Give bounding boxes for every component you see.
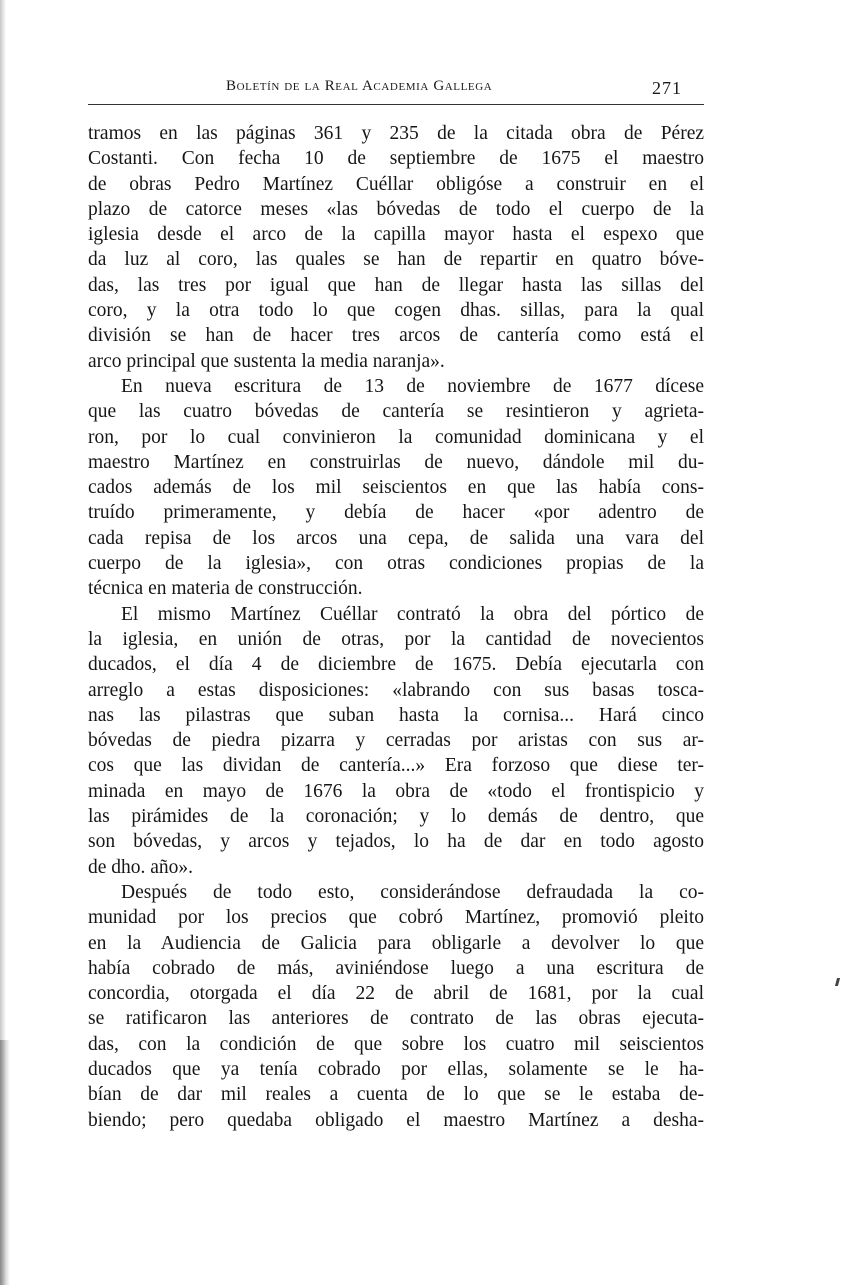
header-rule	[88, 104, 704, 105]
text-line: ron, por lo cual convinieron la comunidad dominicana y el	[88, 426, 704, 448]
body-text	[88, 121, 704, 1133]
text-line: de dho. año».	[88, 856, 194, 878]
text-line: son bóvedas, y arcos y tejados, lo ha de dar en todo agosto	[88, 831, 704, 853]
paragraph	[88, 602, 704, 880]
text-line: la iglesia, en unión de otras, por la cantidad de novecientos	[88, 628, 704, 650]
page-number: 271	[652, 78, 682, 98]
text-line: ducados, el día 4 de diciembre de 1675. Debía ejecutarla con	[88, 654, 704, 676]
text-line: de obras Pedro Martínez Cuéllar obligóse a construir en el	[88, 173, 704, 195]
text-line: munidad por los precios que cobró Martínez, promovió pleito	[88, 907, 704, 929]
text-line: truído primeramente, y debía de hacer «por adentro de	[88, 502, 704, 524]
margin-mark	[835, 978, 840, 986]
text-line: maestro Martínez en construirlas de nuevo, dándole mil du-	[88, 451, 704, 473]
paragraph	[88, 374, 704, 602]
text-line: concordia, otorgada el día 22 de abril de 1681, por la cual	[88, 983, 704, 1005]
text-line: que las cuatro bóvedas de cantería se resintieron y agrieta-	[88, 401, 704, 423]
text-line: Costanti. Con fecha 10 de septiembre de 1675 el maestro	[88, 148, 704, 170]
text-line: bóvedas de piedra pizarra y cerradas por aristas con sus ar-	[88, 730, 704, 752]
paragraph	[88, 121, 704, 374]
text-line: cos que las dividan de cantería...» Era forzoso que diese ter-	[88, 755, 704, 777]
running-header	[88, 74, 704, 100]
text-line: biendo; pero quedaba obligado el maestro Martínez a desha-	[88, 1109, 704, 1131]
text-line: coro, y la otra todo lo que cogen dhas. sillas, para la qual	[88, 300, 704, 322]
text-line: minada en mayo de 1676 la obra de «todo el frontispicio y	[88, 780, 704, 802]
page-edge-shadow-lower	[0, 1040, 10, 1285]
paragraph	[88, 880, 704, 1133]
text-line: das, las tres por igual que han de llegar hasta las sillas del	[88, 274, 704, 296]
text-line: bían de dar mil reales a cuenta de lo que se le estaba de-	[88, 1084, 704, 1106]
running-header-title: Boletín de la Real Academia Gallega	[226, 78, 493, 94]
text-line: tramos en las páginas 361 y 235 de la citada obra de Pérez	[88, 123, 704, 144]
text-line: las pirámides de la coronación; y lo demás de dentro, que	[88, 806, 704, 828]
text-line: había cobrado de más, aviniéndose luego a una escritura de	[88, 957, 704, 979]
text-line: cados además de los mil seiscientos en que las había cons-	[88, 477, 704, 499]
text-line: nas las pilastras que suban hasta la cornisa... Hará cinco	[88, 704, 704, 726]
text-line: das, con la condición de que sobre los cuatro mil seiscientos	[88, 1033, 704, 1055]
text-line: se ratificaron las anteriores de contrato de las obras ejecuta-	[88, 1008, 704, 1030]
text-line: Después de todo esto, considerándose defraudada la co-	[121, 881, 704, 903]
text-line: arco principal que sustenta la media naranja».	[88, 350, 445, 372]
text-line: cuerpo de la iglesia», con otras condiciones propias de la	[88, 553, 704, 575]
text-line: técnica en materia de construcción.	[88, 578, 363, 600]
text-line: El mismo Martínez Cuéllar contrató la obra del pórtico de	[121, 603, 704, 625]
text-line: arreglo a estas disposiciones: «labrando con sus basas tosca-	[88, 679, 704, 701]
text-line: En nueva escritura de 13 de noviembre de 1677 dícese	[121, 375, 704, 397]
text-line: división se han de hacer tres arcos de cantería como está el	[88, 325, 704, 347]
text-line: da luz al coro, las quales se han de repartir en quatro bóve-	[88, 249, 704, 271]
text-line: iglesia desde el arco de la capilla mayor hasta el espexo que	[88, 224, 704, 246]
text-line: plazo de catorce meses «las bóvedas de todo el cuerpo de la	[88, 198, 704, 220]
text-line: cada repisa de los arcos una cepa, de salida una vara del	[88, 527, 704, 549]
text-line: ducados que ya tenía cobrado por ellas, solamente se le ha-	[88, 1058, 704, 1080]
text-line: en la Audiencia de Galicia para obligarle a devolver lo que	[88, 932, 704, 954]
